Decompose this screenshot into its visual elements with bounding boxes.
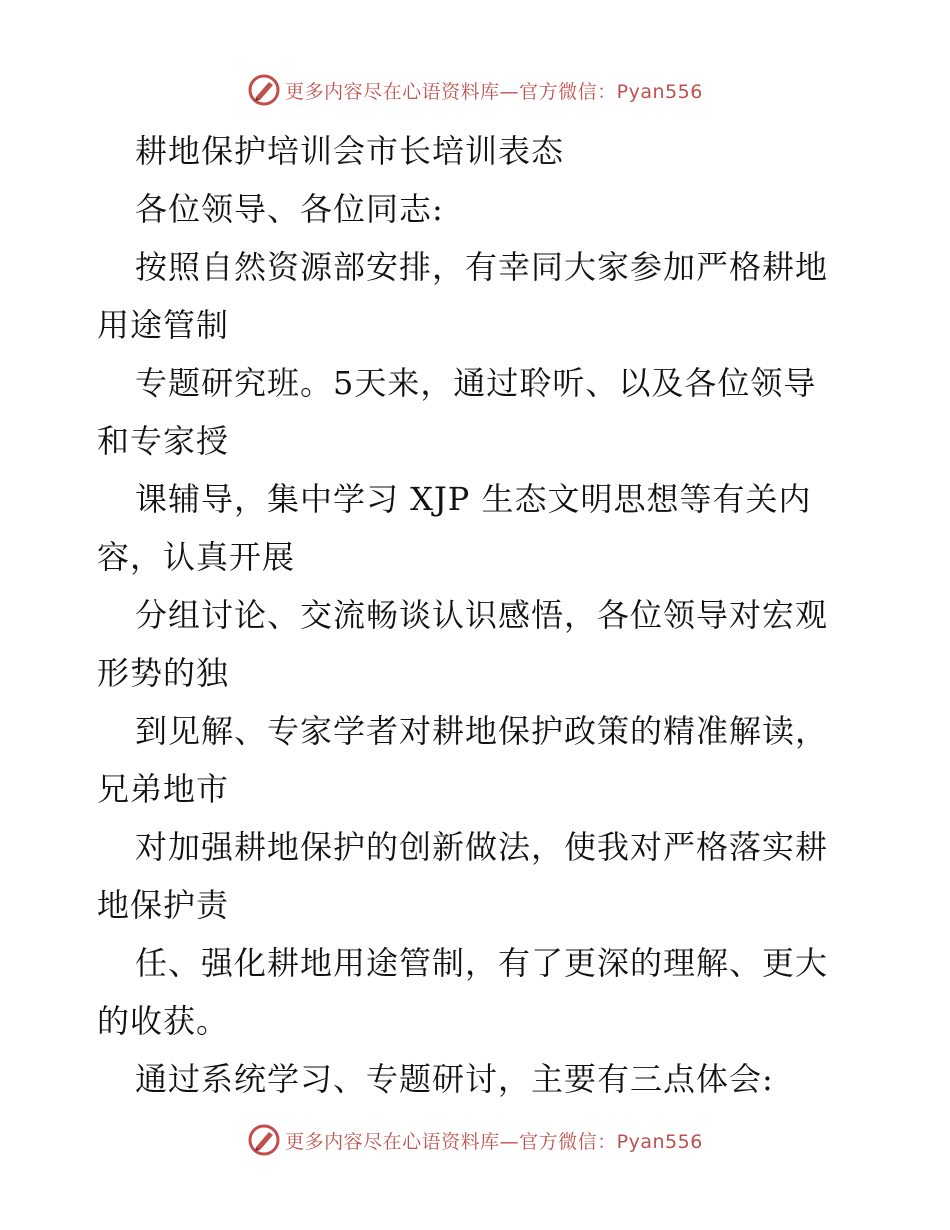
text-line: 形势的独 (97, 654, 230, 692)
text-line: 专题研究班。5天来，通过聆听、以及各位领导 (135, 364, 817, 402)
text-line: 分组讨论、交流畅谈认识感悟，各位领导对宏观 (135, 596, 829, 634)
header-watermark (0, 70, 950, 110)
text-line: 兄弟地市 (97, 770, 230, 808)
text-line: 容，认真开展 (97, 538, 296, 576)
pen-logo-icon (247, 1123, 281, 1157)
text-line: 按照自然资源部安排，有幸同大家参加严格耕地 (135, 248, 829, 286)
text-line: 耕地保护培训会市长培训表态 (135, 132, 565, 170)
footer-watermark (0, 1120, 950, 1160)
text-line: 的收获。 (97, 1002, 230, 1040)
document-body (97, 122, 867, 1108)
text-line: 对加强耕地保护的创新做法，使我对严格落实耕 (135, 828, 829, 866)
text-line: 和专家授 (97, 422, 230, 460)
watermark-text: 更多内容尽在心语资料库—官方微信：Pyan556 (285, 80, 703, 103)
text-line: 任、强化耕地用途管制，有了更深的理解、更大 (135, 944, 829, 982)
text-line: 各位领导、各位同志: (135, 190, 444, 228)
text-line: 用途管制 (97, 306, 230, 344)
watermark-text: 更多内容尽在心语资料库—官方微信：Pyan556 (285, 1130, 703, 1153)
pen-logo-icon (247, 73, 281, 107)
text-line: 课辅导，集中学习 XJP 生态文明思想等有关内 (135, 480, 812, 518)
text-line: 到见解、专家学者对耕地保护政策的精准解读， (135, 712, 829, 750)
text-line: 地保护责 (97, 886, 230, 924)
text-line: 通过系统学习、专题研讨，主要有三点体会: (135, 1060, 774, 1098)
